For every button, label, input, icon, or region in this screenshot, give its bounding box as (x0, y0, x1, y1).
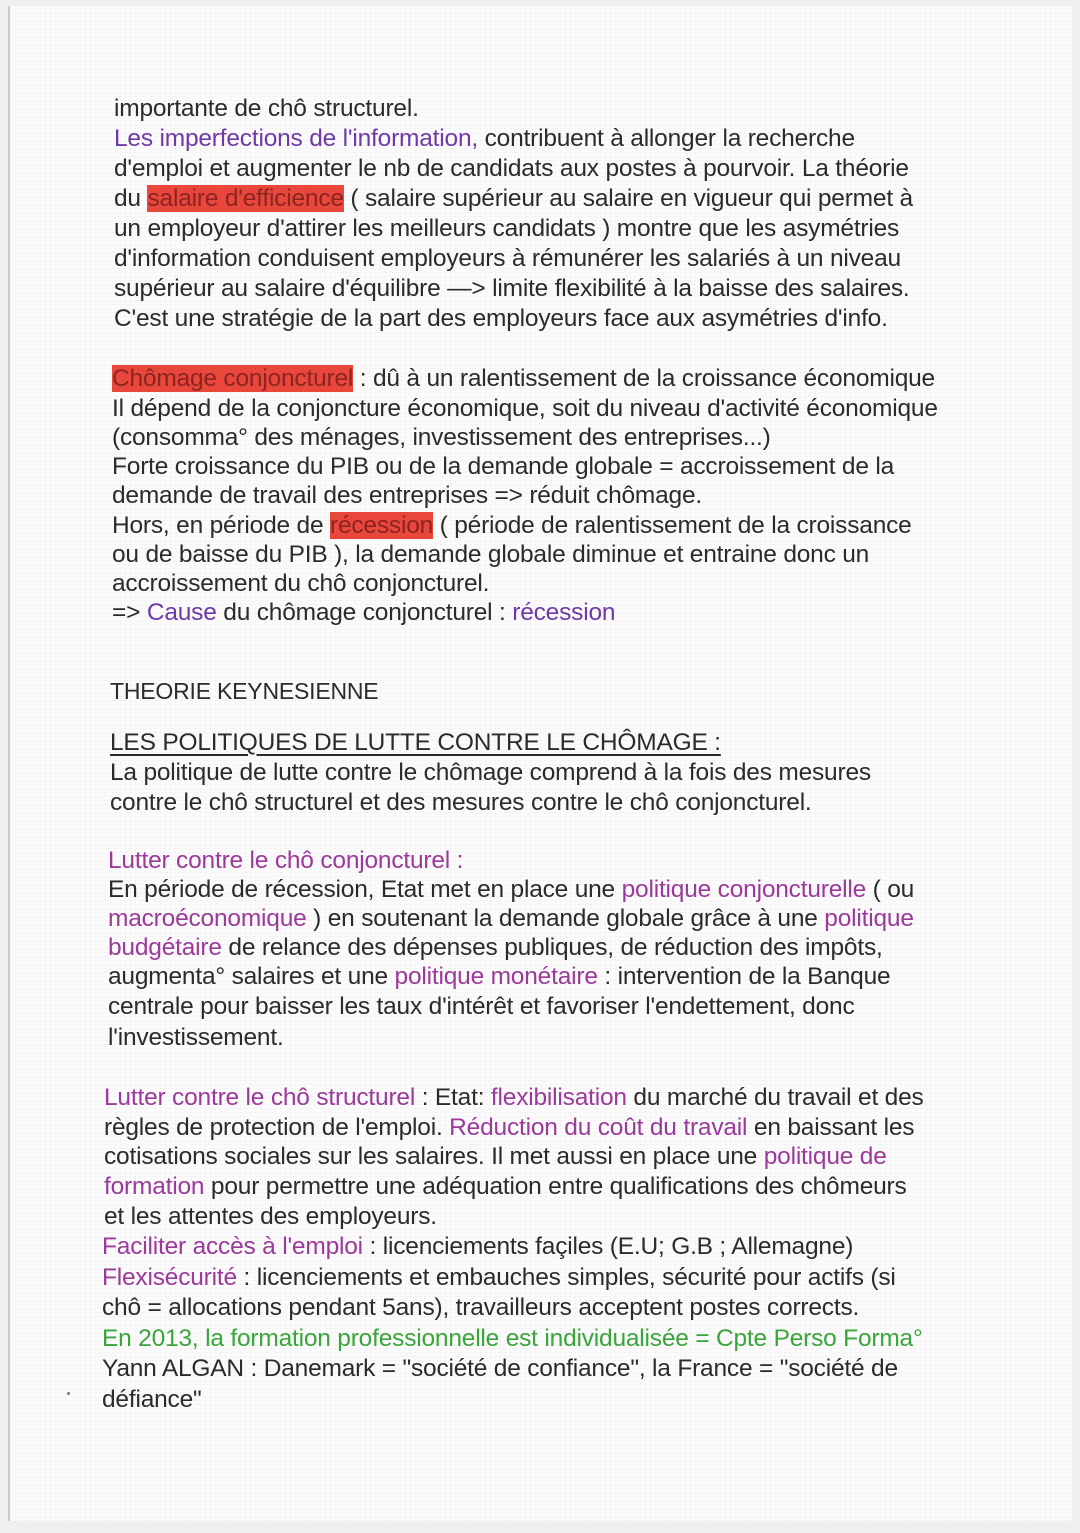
highlighted-keyword: salaire d'efficience (147, 185, 344, 212)
text-line: l'investissement. (108, 1024, 284, 1051)
text-line: Chômage conjoncturel : dû à un ralentissement de la croissance économique (112, 365, 935, 392)
text-line: centrale pour baisser les taux d'intérêt et favoriser l'endettement, donc (108, 993, 855, 1020)
text-line: La politique de lutte contre le chômage comprend à la fois des mesures (110, 759, 871, 786)
text-line: C'est une stratégie de la part des employeurs face aux asymétries d'info. (114, 305, 888, 332)
text-line: ou de baisse du PIB ), la demande globale diminue et entraine donc un (112, 541, 870, 568)
text-line: un employeur d'attirer les meilleurs candidats ) montre que les asymétries (114, 215, 900, 242)
text-line: défiance" (102, 1386, 202, 1413)
highlighted-keyword: récession (330, 512, 434, 539)
text-line: budgétaire de relance des dépenses publiques, de réduction des impôts, (108, 934, 883, 961)
speck (67, 1392, 70, 1395)
text-line: (consomma° des ménages, investissement des entreprises...) (112, 424, 771, 451)
text-line: Flexisécurité : licenciements et embauches simples, sécurité pour actifs (si (102, 1264, 896, 1291)
section-subheading: LES POLITIQUES DE LUTTE CONTRE LE CHÔMAGE : (110, 729, 721, 756)
text-line: règles de protection de l'emploi. Réduction du coût du travail en baissant les (104, 1114, 915, 1141)
highlighted-keyword: Chômage conjoncturel (112, 365, 354, 392)
text-line: En période de récession, Etat met en place une politique conjoncturelle ( ou (108, 876, 915, 903)
document-page (8, 6, 1072, 1521)
text-line: Les imperfections de l'information, contribuent à allonger la recherche (114, 125, 855, 152)
text-line: => Cause du chômage conjoncturel : récession (112, 599, 616, 626)
text-line: du salaire d'efficience ( salaire supérieur au salaire en vigueur qui permet à (114, 185, 913, 212)
text-line: d'information conduisent employeurs à rémunérer les salariés à un niveau (114, 245, 901, 272)
text-line: En 2013, la formation professionnelle est individualisée = Cpte Perso Forma° (102, 1325, 923, 1352)
section-heading: THEORIE KEYNESIENNE (110, 678, 379, 704)
text-line: augmenta° salaires et une politique monétaire : intervention de la Banque (108, 963, 891, 990)
text-line: et les attentes des employeurs. (104, 1203, 437, 1230)
text-line: Yann ALGAN : Danemark = "société de confiance", la France = "société de (102, 1355, 898, 1382)
text-line: importante de chô structurel. (114, 95, 419, 122)
text-line: demande de travail des entreprises => réduit chômage. (112, 482, 703, 509)
text-line: cotisations sociales sur les salaires. Il met aussi en place une politique de (104, 1143, 887, 1170)
text-line: macroéconomique ) en soutenant la demande globale grâce à une politique (108, 905, 914, 932)
text-line: d'emploi et augmenter le nb de candidats aux postes à pourvoir. La théorie (114, 155, 909, 182)
text-line: Il dépend de la conjoncture économique, soit du niveau d'activité économique (112, 395, 938, 422)
text-line: Lutter contre le chô structurel : Etat: flexibilisation du marché du travail et des (104, 1084, 924, 1111)
text-line: Forte croissance du PIB ou de la demande globale = accroissement de la (112, 453, 895, 480)
text-line: accroissement du chô conjoncturel. (112, 570, 490, 597)
text-line: Faciliter accès à l'emploi : licenciements façiles (E.U; G.B ; Allemagne) (102, 1233, 854, 1260)
subsection-title: Lutter contre le chô conjoncturel : (108, 847, 464, 874)
text-line: contre le chô structurel et des mesures contre le chô conjoncturel. (110, 789, 812, 816)
text-line: formation pour permettre une adéquation entre qualifications des chômeurs (104, 1173, 907, 1200)
text-line: chô = allocations pendant 5ans), travailleurs acceptent postes corrects. (102, 1294, 860, 1321)
text-line: Hors, en période de récession ( période de ralentissement de la croissance (112, 512, 912, 539)
text-line: supérieur au salaire d'équilibre —> limite flexibilité à la baisse des salaires. (114, 275, 910, 302)
highlighted-term: Les imperfections de l'information, (114, 125, 478, 152)
